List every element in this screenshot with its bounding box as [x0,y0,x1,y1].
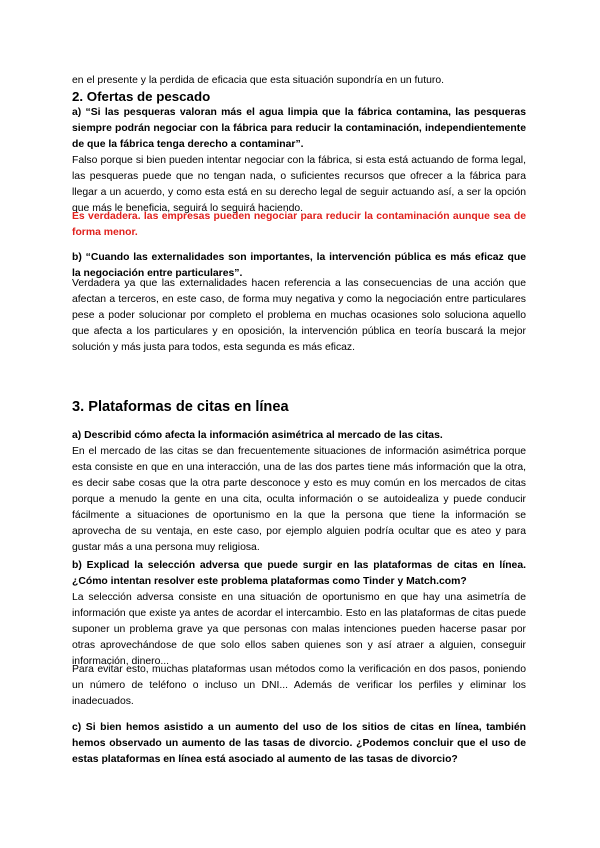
section-2-answer-b: Verdadera ya que las externalidades hacen referencia a las consecuencias de una acción que afectan a terceros, en este caso, de forma muy negativa y como la negociación entre particulares pese a poder solucionar por completo el problema en muchas ocasiones solo soluciona aquello que afecta a los particulares y en oposición, la intervención pública en teoría buscará la mejor solución y más justa para todos, esta segunda es más eficaz. [72,278,526,353]
section-3-question-a: a) Describid cómo afecta la información asimétrica al mercado de las citas. [72,430,443,441]
section-2-correction-a: Es verdadera. las empresas pueden negociar para reducir la contaminación aunque sea de forma menor. [72,211,526,238]
section-3-answer-b-1: La selección adversa consiste en una situación de oportunismo en que hay una asimetría de información que existe ya antes de acordar el intercambio. Esto en las plataformas de citas puede suponer un problema grave ya que personas con malas intenciones pueden hacerse pasar por otras aprovechándose de que solo ellos saben quienes son y así atraer a alguien, conseguir información, dinero... [72,592,526,667]
section-3-answer-a: En el mercado de las citas se dan frecuentemente situaciones de información asimétrica porque esta consiste en que en una interacción, una de las dos partes tiene más información que la otra, es decir sabe cosas que la otra parte desconoce y esto es muy común en los mercados de citas porque a menudo la gente en una cita, oculta información o se autoidealiza y puede conducir fácilmente a situaciones de oportunismo en la que la persona que tiene la información se aprovecha de su ventaja, en este caso, por ejemplo alguien podría ocultar que es ateo y para gustar más a una persona muy religiosa. [72,446,526,553]
continuation-text: en el presente y la perdida de eficacia que esta situación supondría en un futuro. [72,75,445,86]
section-2-heading: 2. Ofertas de pescado [72,89,211,104]
section-3-question-c: c) Si bien hemos asistido a un aumento del uso de los sitios de citas en línea, también hemos observado un aumento de las tasas de divorcio. ¿Podemos concluir que el uso de estas plataformas en línea está asociado al aumento de las tasas de divorcio? [72,722,526,765]
section-3-answer-b-2: Para evitar esto, muchas plataformas usan métodos como la verificación en dos pasos, poniendo un número de teléfono o incluso un DNI... Además de verificar los perfiles y eliminar los inadecuados. [72,664,526,707]
section-3-question-b: b) Explicad la selección adversa que puede surgir en las plataformas de citas en línea. ¿Cómo intentan resolver este problema plataformas como Tinder y Match.com? [72,560,526,587]
section-3-heading: 3. Plataformas de citas en línea [72,399,289,415]
section-2-question-b: b) “Cuando las externalidades son importantes, la intervención pública es más eficaz que la negociación entre particulares”. [72,252,526,279]
section-2-question-a: a) “Si las pesqueras valoran más el agua limpia que la fábrica contamina, las pesqueras siempre podrán negociar con la fábrica para reducir la contaminación, independientemente de que la fábrica tenga derecho a contaminar”. [72,107,526,150]
section-2-answer-a: Falso porque si bien pueden intentar negociar con la fábrica, si esta está actuando de forma legal, las pesqueras puede que no tengan nada, o suficientes recursos que ofrecer a la fábrica para llegar a un acuerdo, y como esta está en su derecho legal de seguir actuando así, a ser la opción que más le beneficia, seguirá lo seguirá haciendo. [72,155,526,214]
